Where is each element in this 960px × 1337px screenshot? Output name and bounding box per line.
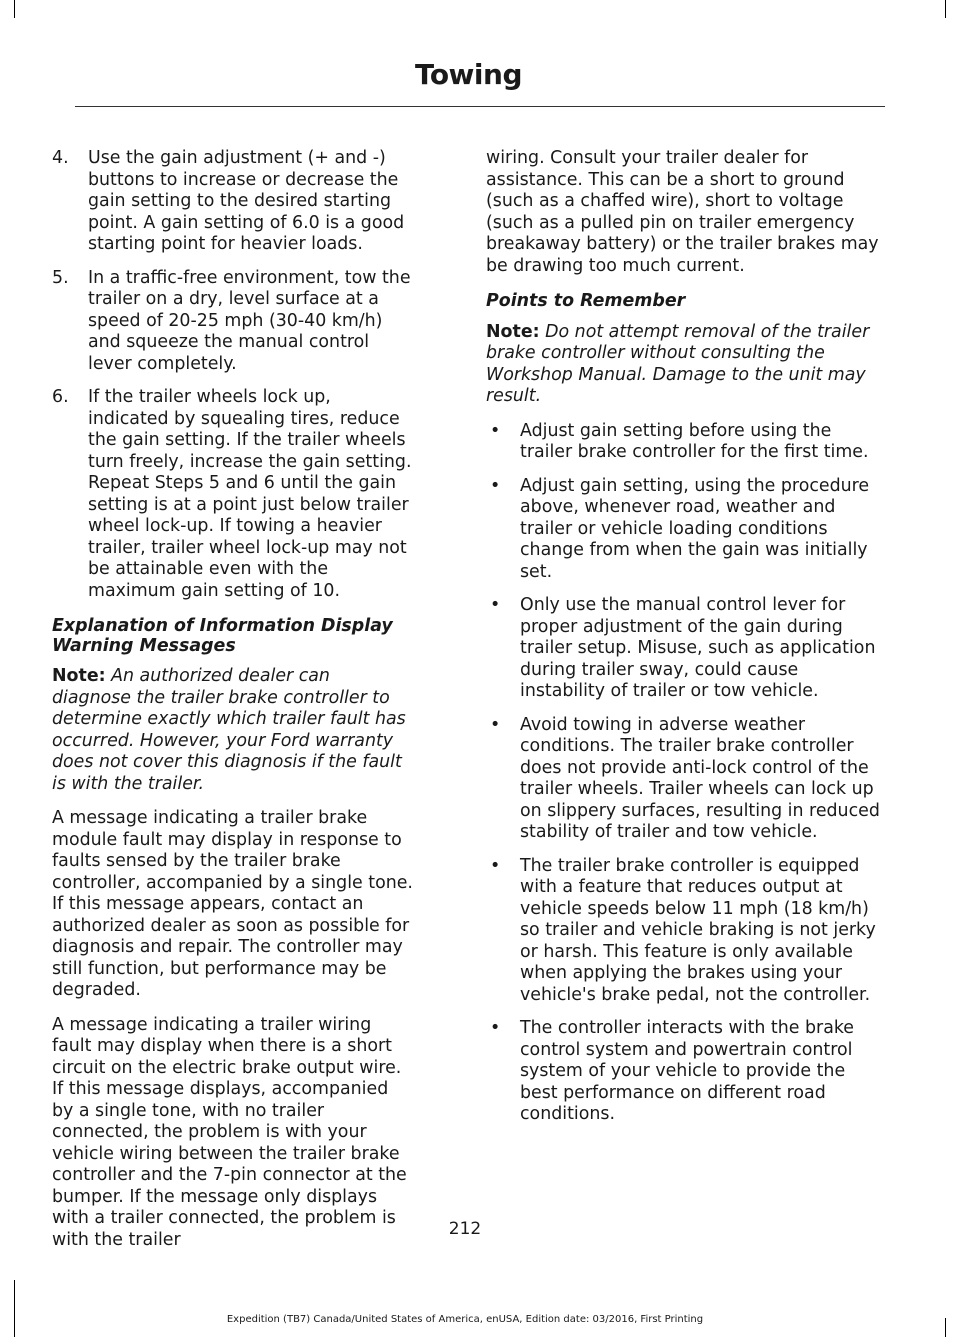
step-number: 5. — [52, 267, 69, 288]
crop-mark-top-left — [14, 0, 15, 18]
bullet-item — [486, 421, 880, 464]
bullet-text: The trailer brake controller is equipped with a feature that reduces output at vehicle speeds below 11 mph (18 km/h) so trailer and vehicle braking is not jerky or harsh. This feature is only available when applying the brakes using your vehicle's brake pedal, not the controller. — [520, 855, 876, 1005]
page-title: Towing — [414, 58, 522, 91]
step-item — [52, 148, 414, 256]
bullet-text: Avoid towing in adverse weather conditions. The trailer brake controller does not provide anti-lock control of the trailer wheels. Trailer wheels can lock up on slippery surfaces, resulting in reduced stability of trailer and tow vehicle. — [520, 714, 880, 842]
note-text: An authorized dealer can diagnose the trailer brake controller to determine exactly which trailer fault has occurred. However, your Ford warranty does not cover this diagnosis if the fault is with the trailer. — [52, 666, 406, 794]
bullet-icon: • — [490, 1018, 501, 1038]
bullet-item — [486, 856, 880, 1007]
paragraph: wiring. Consult your trailer dealer for assistance. This can be a short to ground (such as a chaffed wire), short to voltage (such as a pulled pin on trailer emergency breakaway battery) or the trailer brakes may be drawing too much current. — [486, 148, 879, 276]
bullet-item — [486, 595, 880, 703]
note-label: Note: — [52, 666, 106, 686]
bullet-item — [486, 1018, 880, 1126]
bullet-icon: • — [490, 420, 501, 441]
step-text: In a traffic-free environment, tow the trailer on a dry, level surface at a speed of 20-25 mph (30-40 km/h) and squeeze the manual control lever completely. — [88, 267, 411, 374]
crop-mark-bottom-left — [14, 1280, 15, 1337]
section-heading: Explanation of Information Display Warning Messages — [52, 616, 393, 656]
step-text: Use the gain adjustment (+ and -) buttons to increase or decrease the gain setting to the desired starting point. A gain setting of 6.0 is a good starting point for heavier loads. — [88, 148, 405, 254]
paragraph: A message indicating a trailer wiring fault may display when there is a short circuit on the electric brake output wire. If this message displays, accompanied by a single tone, with no trailer connected, the problem is with your vehicle wiring between the trailer brake controller and the 7-pin connector at the bumper. If the message only displays with a trailer connected, the problem is with the trailer — [52, 1014, 407, 1250]
note — [486, 322, 880, 408]
footer-edition: Expedition (TB7) Canada/United States of America, enUSA, Edition date: 03/2016, First Printing — [226, 1314, 704, 1325]
crop-mark-top-right — [945, 0, 946, 18]
bullet-text: Only use the manual control lever for proper adjustment of the gain during trailer setup. Misuse, such as application during trailer sway, could cause instability of trailer or tow vehicle. — [520, 595, 876, 701]
bullet-item — [486, 715, 880, 844]
step-item — [52, 268, 414, 376]
section-heading: Points to Remember — [486, 291, 686, 311]
step-text: If the trailer wheels lock up, indicated by squealing tires, reduce the gain setting. If the trailer wheels turn freely, increase the gain setting. Repeat Steps 5 and 6 until the gain setting is at a point just below trailer wheel lock-up. If towing a heavier trailer, trailer wheel lock-up may not be attainable even with the maximum gain setting of 10. — [88, 387, 412, 601]
note-label: Note: — [486, 321, 540, 342]
bullet-icon: • — [490, 714, 501, 735]
step-number: 4. — [52, 148, 69, 168]
bullet-icon: • — [490, 595, 501, 615]
bullet-text: Adjust gain setting before using the trailer brake controller for the first time. — [520, 420, 869, 462]
crop-mark-bottom-right — [945, 1318, 946, 1337]
left-column — [52, 148, 414, 1264]
bullet-text: The controller interacts with the brake control system and powertrain control system of your vehicle to provide the best performance on different road conditions. — [520, 1018, 854, 1124]
paragraph: A message indicating a trailer brake module fault may display in response to faults sensed by the trailer brake controller, accompanied by a single tone. If this message appears, contact an authorized dealer as soon as possible for diagnosis and repair. The controller may still function, but performance may be degraded. — [52, 808, 413, 1000]
step-item — [52, 387, 414, 602]
header-divider — [75, 106, 885, 107]
right-column — [486, 148, 880, 1138]
bullet-text: Adjust gain setting, using the procedure above, whenever road, weather and trailer or vehicle loading conditions change from when the gain was initially set. — [520, 475, 870, 582]
note-text: Do not attempt removal of the trailer brake controller without consulting the Workshop Manual. Damage to the unit may result. — [486, 321, 870, 406]
page-number: 212 — [448, 1219, 482, 1239]
note — [52, 666, 414, 795]
bullet-icon: • — [490, 855, 501, 876]
step-number: 6. — [52, 387, 69, 407]
bullet-item — [486, 476, 880, 584]
bullet-icon: • — [490, 475, 501, 496]
